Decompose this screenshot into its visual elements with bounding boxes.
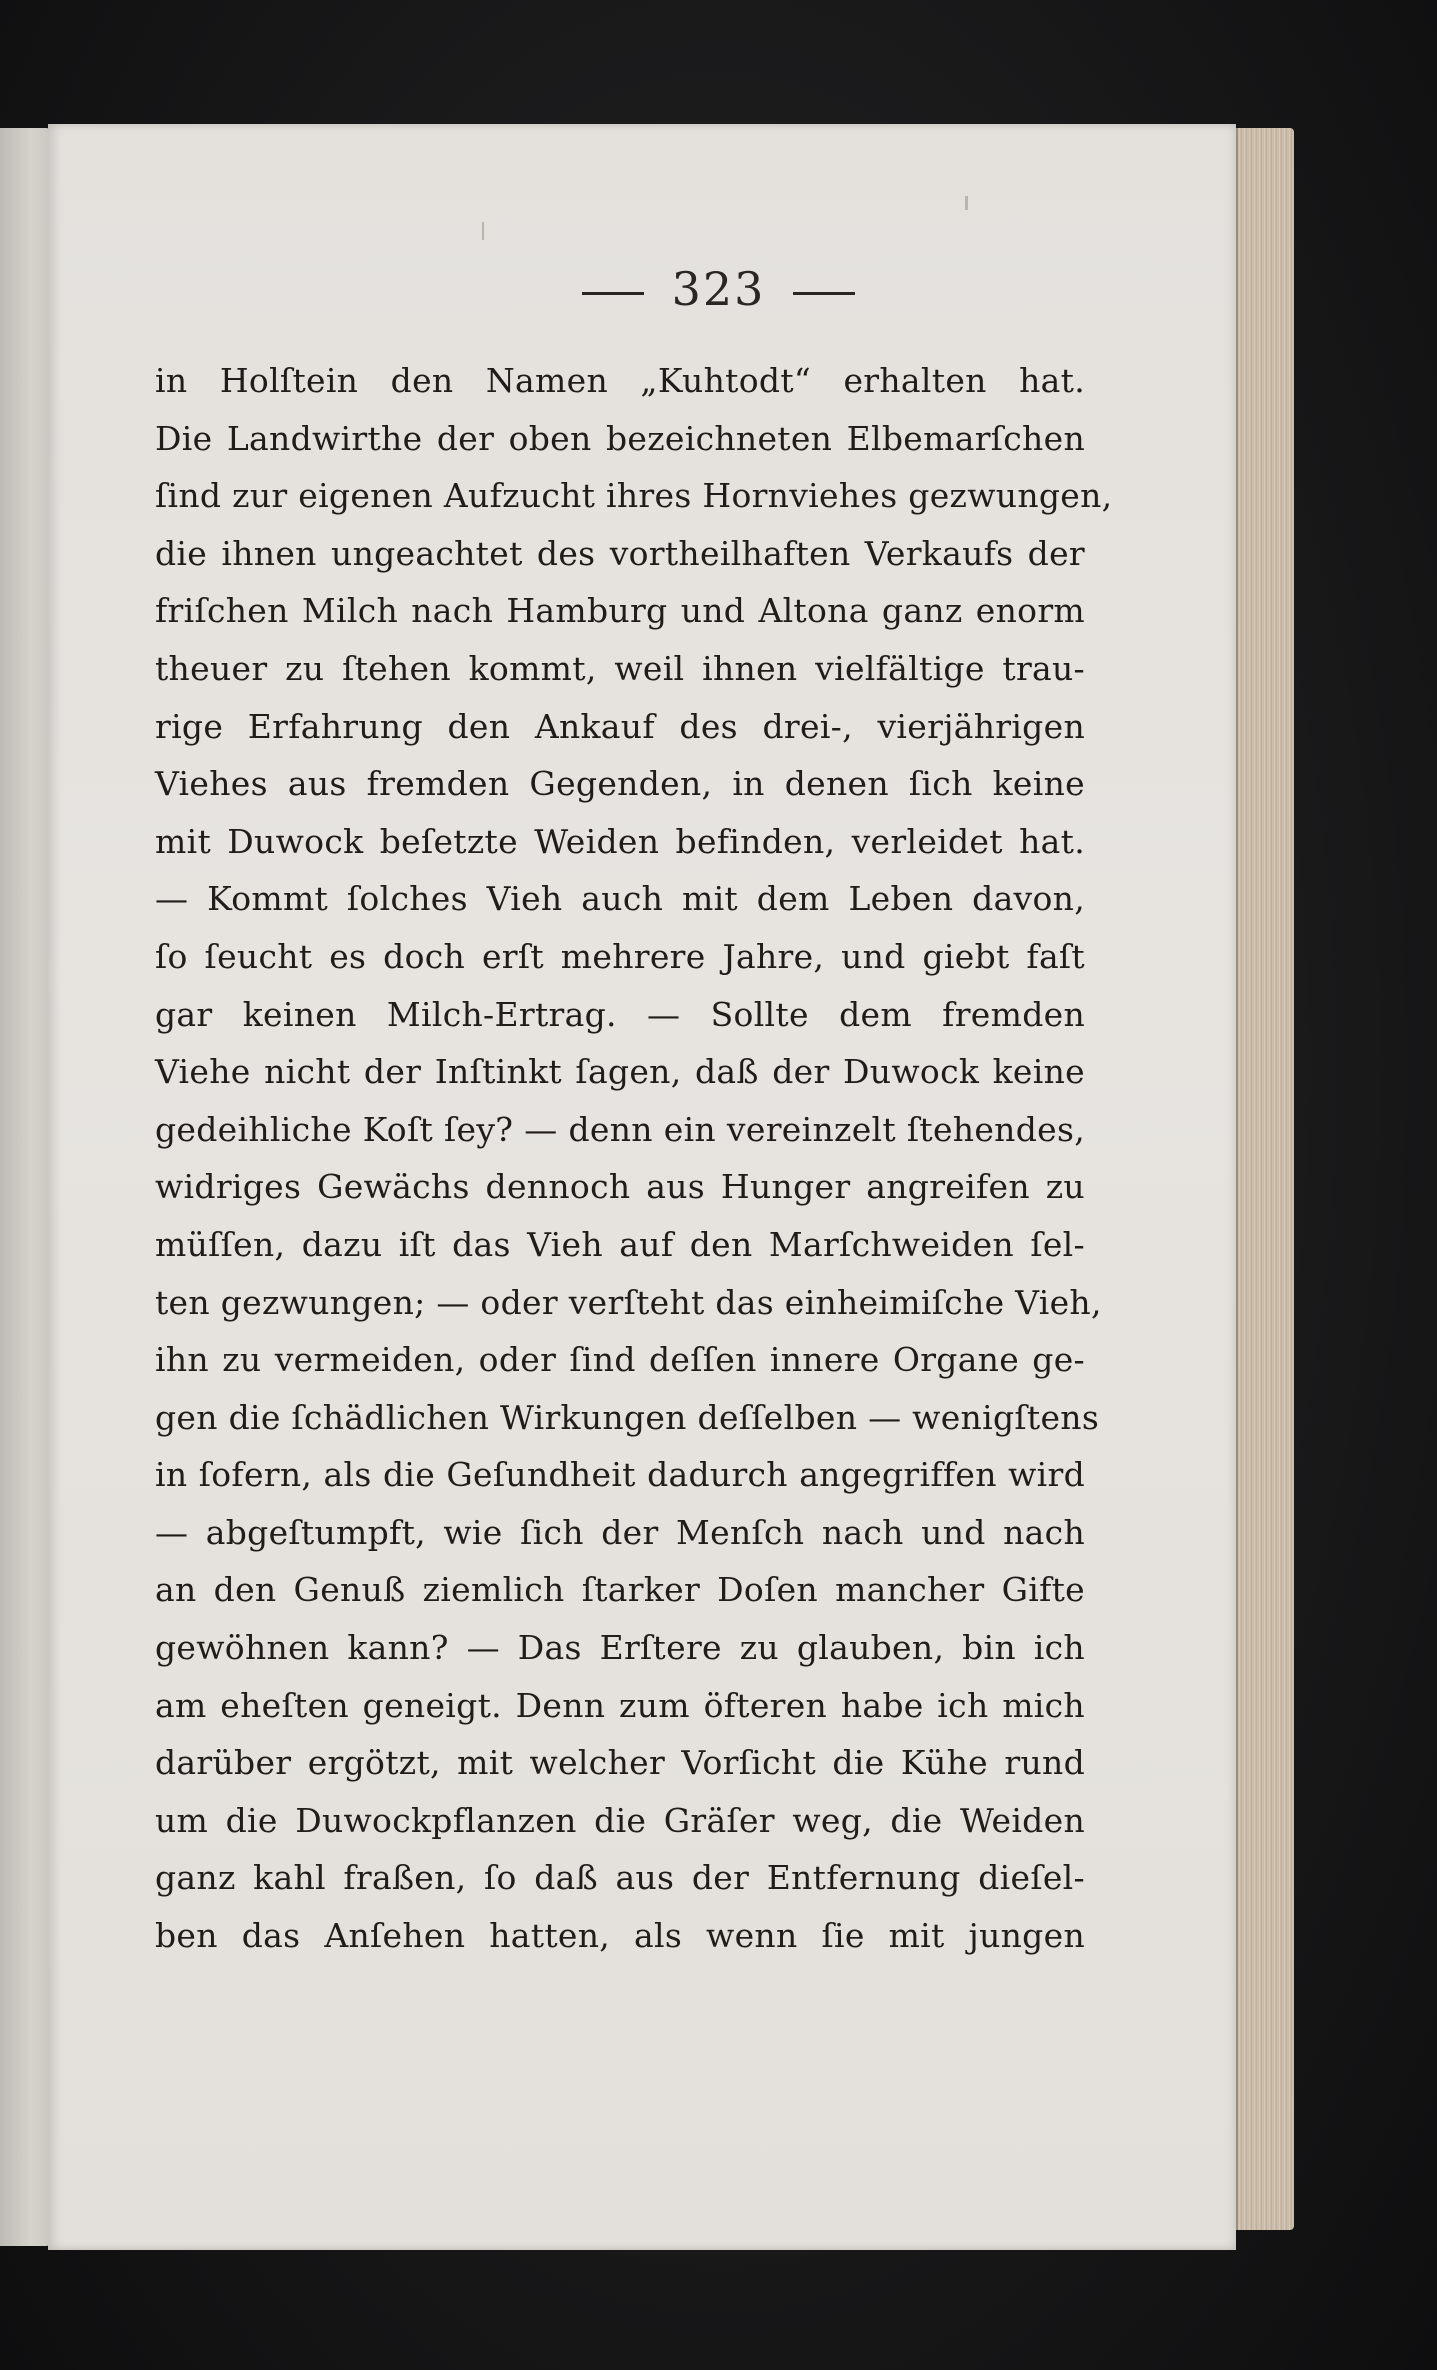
text-line: am eheſten geneigt. Denn zum öfteren habe ich mich [155, 1685, 1085, 1725]
text-line: ihn zu vermeiden, oder ſind deſſen innere Organe ge- [155, 1340, 1085, 1380]
page-block-edges [1236, 128, 1294, 2230]
paper-speck [965, 196, 968, 210]
left-page-edge [0, 128, 52, 2246]
text-line: gewöhnen kann? — Das Erſtere zu glauben, bin ich [155, 1628, 1085, 1668]
text-line: ſo ſeucht es doch erſt mehrere Jahre, und giebt faſt [155, 936, 1085, 976]
text-line: müſſen, dazu iſt das Vieh auf den Marſchweiden ſel- [155, 1224, 1085, 1264]
text-line: theuer zu ſtehen kommt, weil ihnen vielfältige trau- [155, 648, 1085, 688]
text-line: gen die ſchädlichen Wirkungen deſſelben — wenigſtens [155, 1397, 1100, 1437]
text-line: friſchen Milch nach Hamburg und Altona ganz enorm [155, 591, 1085, 631]
text-line: gedeihliche Koſt ſey? — denn ein vereinzelt ſtehendes, [155, 1109, 1085, 1149]
text-line: darüber ergötzt, mit welcher Vorſicht die Kühe rund [155, 1743, 1085, 1783]
header-dash-right [793, 292, 855, 295]
text-line: gar keinen Milch-Ertrag. — Sollte dem fremden [155, 994, 1085, 1034]
text-line: in ſofern, als die Geſundheit dadurch angegriffen wird [155, 1455, 1085, 1495]
text-line: ben das Anſehen hatten, als wenn ſie mit jungen [155, 1916, 1085, 1956]
paper-speck [482, 222, 484, 240]
text-line: ſind zur eigenen Aufzucht ihres Hornviehes gezwungen, [155, 476, 1113, 516]
text-line: mit Duwock beſetzte Weiden befinden, verleidet hat. [155, 821, 1085, 861]
page-header [0, 262, 1437, 316]
body-text [155, 352, 1113, 1965]
text-line: Viehes aus fremden Gegenden, in denen ſich keine [155, 764, 1085, 804]
page-number: 323 [671, 262, 766, 316]
text-line: Viehe nicht der Inſtinkt ſagen, daß der Duwock keine [155, 1052, 1085, 1092]
text-line: um die Duwockpflanzen die Gräſer weg, die Weiden [155, 1800, 1085, 1840]
header-dash-left [582, 292, 644, 295]
text-line: widriges Gewächs dennoch aus Hunger angreifen zu [155, 1167, 1085, 1207]
text-line: — abgeſtumpft, wie ſich der Menſch nach und nach [155, 1512, 1085, 1552]
text-line: rige Erfahrung den Ankauf des drei-, vierjährigen [155, 706, 1085, 746]
text-line: Die Landwirthe der oben bezeichneten Elbemarſchen [155, 418, 1085, 458]
text-line: ganz kahl fraßen, ſo daß aus der Entfernung dieſel- [155, 1858, 1085, 1898]
text-line: in Holſtein den Namen „Kuhtodt“ erhalten hat. [155, 361, 1085, 400]
text-line: die ihnen ungeachtet des vortheilhaften Verkaufs der [155, 533, 1085, 573]
text-line: ten gezwungen; — oder verſteht das einheimiſche Vieh, [155, 1282, 1102, 1322]
text-line: — Kommt ſolches Vieh auch mit dem Leben davon, [155, 879, 1085, 919]
text-line: an den Genuß ziemlich ſtarker Doſen mancher Gifte [155, 1570, 1085, 1610]
